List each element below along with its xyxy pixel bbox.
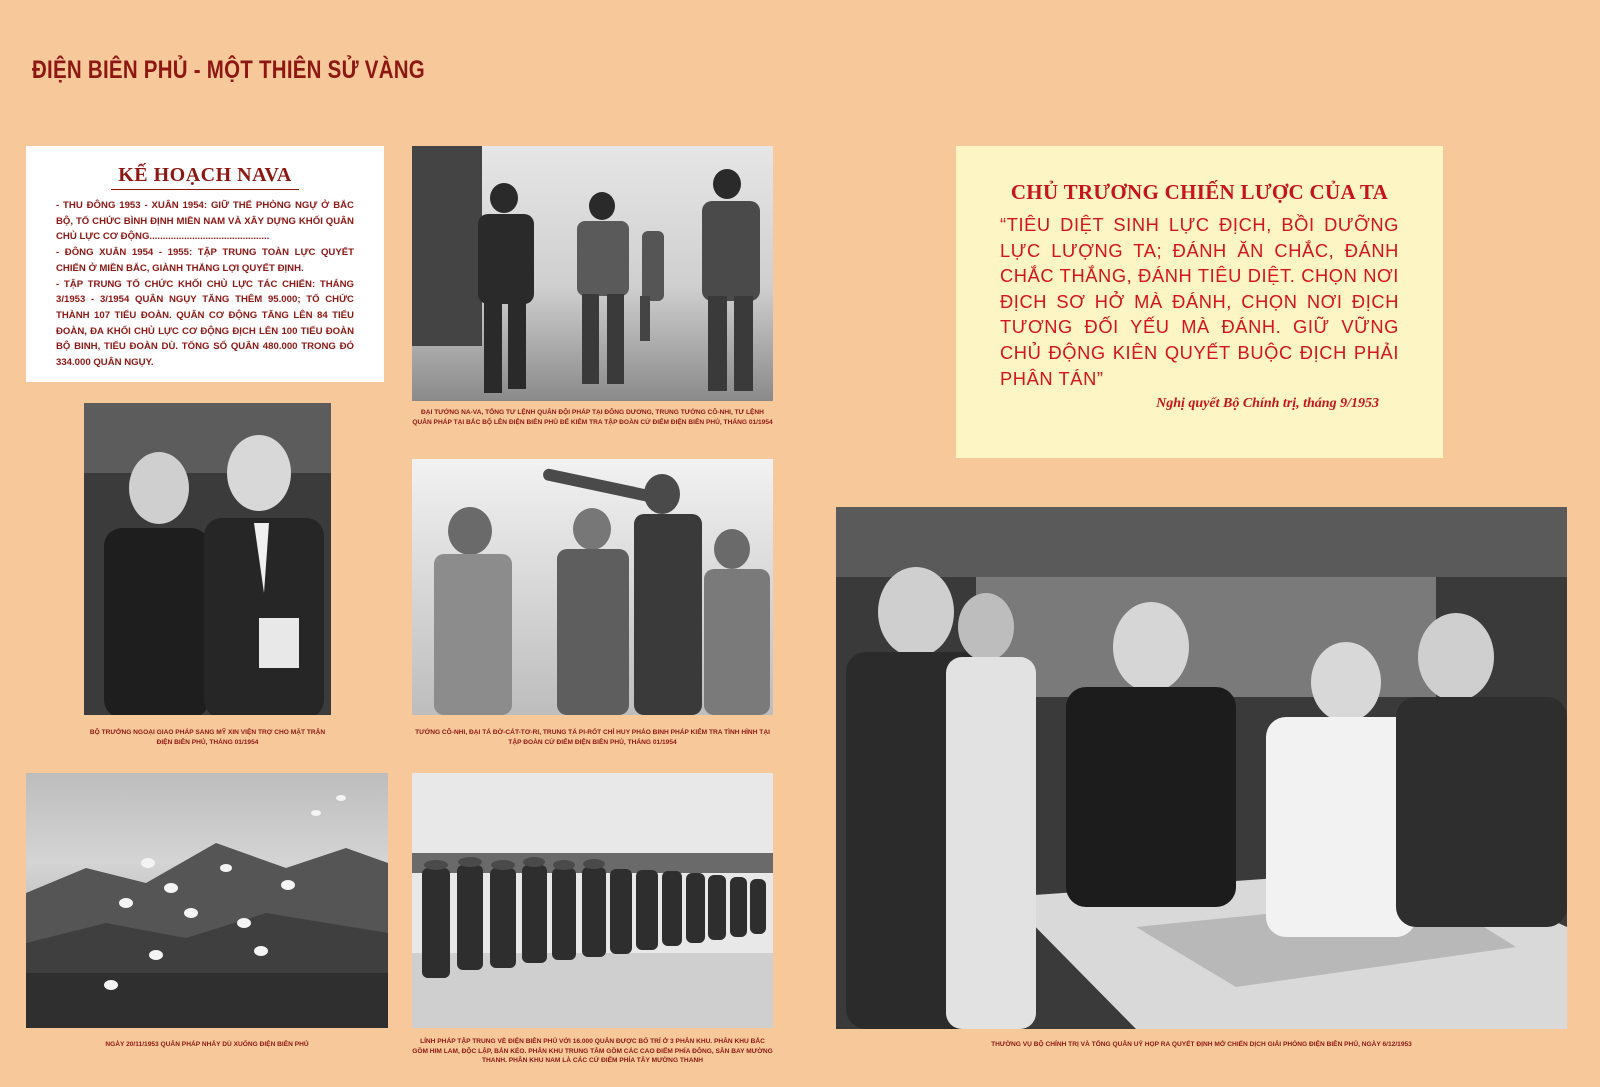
caption-politburo-meeting: THƯỜNG VỤ BỘ CHÍNH TRỊ VÀ TỔNG QUÂN UỶ HỌP RA QUYẾT ĐỊNH MỞ CHIẾN DỊCH GIẢI PHÓNG ĐIỆN BIÊN PHỦ, NGÀY 6/12/1953 — [991, 1041, 1412, 1048]
photo-marching-troops — [412, 773, 773, 1028]
photo-paratroopers — [26, 773, 388, 1028]
photo-politburo-meeting — [836, 507, 1567, 1029]
caption-navarre-inspection: ĐẠI TƯỚNG NA-VA, TỔNG TƯ LỆNH QUÂN ĐỘI PHÁP TẠI ĐÔNG DƯƠNG, TRUNG TƯỚNG CÔ-NHI, TƯ LỆNH QUÂN PHÁP TẠI BẮC BỘ LÊN ĐIỆN BIÊN PHỦ ĐỂ KIỂM TRA TẬP ĐOÀN CỨ ĐIỂM ĐIỆN BIÊN PHỦ, THÁNG 01/1954 — [412, 409, 773, 426]
photo-foreign-minister — [84, 403, 331, 715]
strategy-box — [956, 146, 1443, 458]
page-title: ĐIỆN BIÊN PHỦ - MỘT THIÊN SỬ VÀNG — [32, 56, 426, 84]
strategy-source: Nghị quyết Bộ Chính trị, tháng 9/1953 — [1156, 396, 1379, 412]
strategy-quote: “TIÊU DIỆT SINH LỰC ĐỊCH, BỒI DƯỠNG LỰC LƯỢNG TA; ĐÁNH ĂN CHẮC, ĐÁNH CHẮC THẮNG, ĐÁNH TIÊU DIỆT. CHỌN NƠI ĐỊCH SƠ HỞ MÀ ĐÁNH, CHỌN NƠI ĐỊCH TƯƠNG ĐỐI YẾU MÀ ĐÁNH. GIỮ VỮNG CHỦ ĐỘNG KIÊN QUYẾT BUỘC ĐỊCH PHẢI PHÂN TÁN” — [1000, 214, 1399, 389]
nava-plan-box — [26, 146, 384, 382]
photo-navarre-inspection — [412, 146, 773, 401]
nava-plan-text: - THU ĐÔNG 1953 - XUÂN 1954: GIỮ THẾ PHÒNG NGỰ Ở BẮC BỘ, TỔ CHỨC BÌNH ĐỊNH MIỀN NAM VÀ XÂY DỰNG KHỐI QUÂN CHỦ LỰC CƠ ĐỘNG............................................. - ĐÔNG XUÂN 1954 - 1955: TẬP TRUNG TOÀN LỰC QUYẾT CHIẾN Ở MIỀN BẮC, GIÀNH THẮNG LỢI QUYẾT ĐỊNH. - TẬP TRUNG TỔ CHỨC KHỐI CHỦ LỰC TÁC CHIẾN: THÁNG 3/1953 - 3/1954 QUÂN NGỤY TĂNG THÊM 95.000; TỔ CHỨC THÀNH 107 TIỂU ĐOÀN. QUÂN CƠ ĐỘNG TĂNG LÊN 84 TIỂU ĐOÀN, ĐA KHỐI CHỦ LỰC CƠ ĐỘNG ĐỊCH LÊN 100 TIỂU ĐOÀN BỘ BINH, TIỂU ĐOÀN DÙ. TỔNG SỐ QUÂN 480.000 TRONG ĐÓ 334.000 QUÂN NGỤY. — [56, 200, 354, 369]
strategy-heading: CHỦ TRƯƠNG CHIẾN LƯỢC CỦA TA — [1010, 180, 1389, 204]
caption-paratroopers: NGÀY 20/11/1953 QUÂN PHÁP NHẢY DÙ XUỐNG ĐIỆN BIÊN PHỦ — [105, 1041, 309, 1048]
nava-plan-heading: KẾ HOẠCH NAVA — [118, 164, 292, 186]
nava-heading-rule — [111, 189, 299, 190]
caption-marching-troops: LÍNH PHÁP TẬP TRUNG VỀ ĐIỆN BIÊN PHỦ VỚI 16.000 QUÂN ĐƯỢC BỐ TRÍ Ở 3 PHÂN KHU. PHÂN KHU BẮC GỒM HIM LAM, ĐỘC LẬP, BẢN KÉO. PHÂN KHU TRUNG TÂM GỒM CÁC CAO ĐIỂM PHÍA ĐÔNG, SÂN BAY MƯỜNG THANH. PHÂN KHU NAM LÀ CÁC CỨ ĐIỂM PHÍA TÂY MƯỜNG THANH — [412, 1038, 773, 1065]
caption-cogny-inspection: TƯỚNG CÔ-NHI, ĐẠI TÁ ĐỜ-CÁT-TƠ-RI, TRUNG TÁ PI-RỐT CHỈ HUY PHÁO BINH PHÁP KIỂM TRA TÌNH HÌNH TẠI TẬP ĐOÀN CỨ ĐIỂM ĐIỆN BIÊN PHỦ, THÁNG 01/1954 — [415, 729, 770, 746]
photo-cogny-inspection — [412, 459, 773, 715]
caption-foreign-minister: BỘ TRƯỞNG NGOẠI GIAO PHÁP SANG MỸ XIN VIỆN TRỢ CHO MẶT TRẬN ĐIỆN BIÊN PHỦ, THÁNG 01/1954 — [89, 729, 326, 746]
